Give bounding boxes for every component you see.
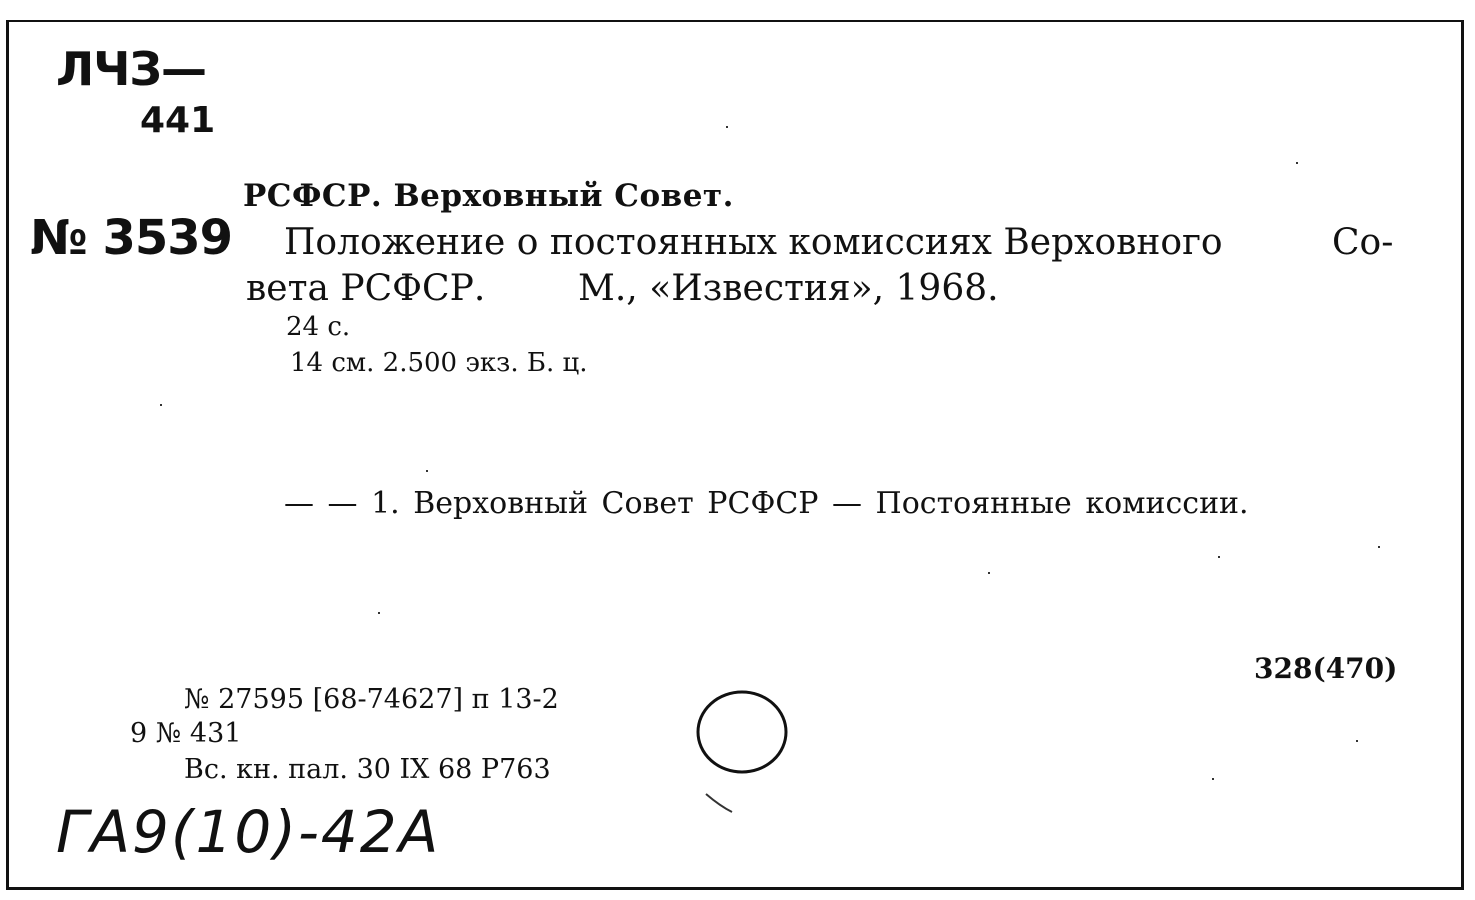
size-and-print-run: 14 см. 2.500 экз. Б. ц. <box>290 348 588 378</box>
order-line-2: 9 № 431 <box>130 718 242 749</box>
card-heading: РСФСР. Верховный Совет. <box>243 178 734 214</box>
scan-speck <box>1296 162 1298 164</box>
scan-speck <box>726 126 728 128</box>
scan-speck <box>1378 546 1380 548</box>
circle-stamp-icon <box>696 688 806 818</box>
handwritten-call-top: ЛЧЗ— <box>56 42 207 96</box>
handwritten-shelf-mark: ГА9(10)-42А <box>56 798 441 866</box>
order-line-1: № 27595 [68-74627] п 13-2 <box>184 684 559 715</box>
publication-info: М., «Известия», 1968. <box>578 268 999 309</box>
scan-speck <box>426 470 428 472</box>
handwritten-inventory-number: № 3539 <box>30 210 233 266</box>
order-line-3: Вс. кн. пал. 30 IX 68 Р763 <box>184 754 551 785</box>
title-line-2: вета РСФСР. <box>246 268 486 309</box>
handwritten-call-bottom: 441 <box>140 100 216 141</box>
scan-speck <box>160 404 162 406</box>
scan-speck <box>1218 556 1220 558</box>
title-line-1-end: Со- <box>1332 222 1394 263</box>
subject-heading: — — 1. Верховный Совет РСФСР — Постоянные комиссии. <box>284 486 1249 521</box>
scan-speck <box>1212 778 1214 780</box>
scan-speck <box>988 572 990 574</box>
scan-speck <box>378 612 380 614</box>
page-count: 24 с. <box>286 312 351 342</box>
scan-speck <box>1356 740 1358 742</box>
classification-code: 328(470) <box>1254 652 1398 685</box>
title-line-1: Положение о постоянных комиссиях Верховного <box>284 222 1223 263</box>
